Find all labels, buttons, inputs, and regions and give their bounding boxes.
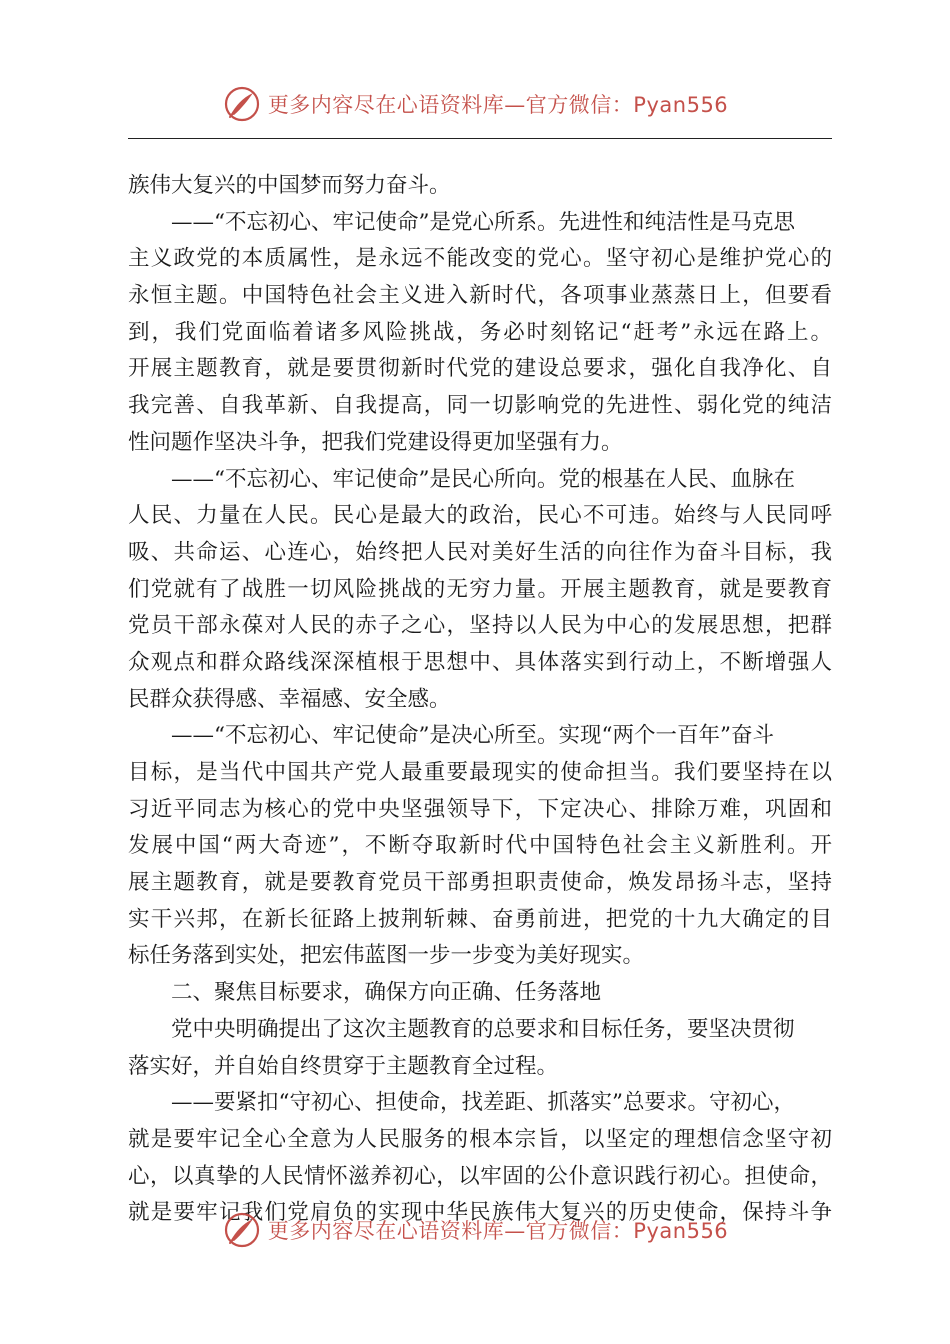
text-line: 目标，是当代中国共产党人最重要最现实的使命担当。我们要坚持在以 <box>128 760 832 785</box>
text-line: ——“不忘初心、牢记使命”是民心所向。党的根基在人民、血脉在 <box>171 466 795 492</box>
text-line: 标任务落到实处，把宏伟蓝图一步一步变为美好现实。 <box>128 943 645 969</box>
footer-banner-text: 更多内容尽在心语资料库—官方微信：Pyan556 <box>267 1219 729 1243</box>
text-line: 党员干部永葆对人民的赤子之心，坚持以人民为中心的发展思想，把群 <box>128 613 832 639</box>
section-heading: 二、聚焦目标要求，确保方向正确、任务落地 <box>171 980 602 1006</box>
text-line: ——“不忘初心、牢记使命”是决心所至。实现“两个一百年”奋斗 <box>171 723 774 749</box>
text-line: 发展中国“两大奇迹”，不断夺取新时代中国特色社会主义新胜利。开 <box>128 833 832 859</box>
pen-emblem-logo-icon <box>222 84 262 124</box>
text-line: 就是要牢记我们党肩负的实现中华民族伟大复兴的历史使命，保持斗争 <box>128 1200 832 1226</box>
text-line: 族伟大复兴的中国梦而努力奋斗。 <box>128 173 451 198</box>
text-line: 展主题教育，就是要教育党员干部勇担职责使命，焕发昂扬斗志，坚持 <box>128 870 832 896</box>
text-line: ——“不忘初心、牢记使命”是党心所系。先进性和纯洁性是马克思 <box>171 209 795 235</box>
pen-emblem-logo-icon <box>222 1210 262 1250</box>
text-line: 众观点和群众路线深深植根于思想中、具体落实到行动上，不断增强人 <box>128 649 832 675</box>
text-line: 永恒主题。中国特色社会主义进入新时代，各项事业蒸蒸日上，但要看 <box>128 283 832 309</box>
text-line: 吸、共命运、心连心，始终把人民对美好生活的向往作为奋斗目标，我 <box>128 539 832 565</box>
text-line: 开展主题教育，就是要贯彻新时代党的建设总要求，强化自我净化、自 <box>128 356 832 382</box>
header-banner-text: 更多内容尽在心语资料库—官方微信：Pyan556 <box>267 93 729 117</box>
text-line: 习近平同志为核心的党中央坚强领导下，下定决心、排除万难，巩固和 <box>128 796 832 822</box>
document-body <box>128 168 832 1232</box>
header-banner <box>0 82 950 126</box>
text-line: 我完善、自我革新、自我提高，同一切影响党的先进性、弱化党的纯洁 <box>128 393 832 419</box>
text-line: 们党就有了战胜一切风险挑战的无穷力量。开展主题教育，就是要教育 <box>128 576 832 602</box>
footer-banner <box>0 1208 950 1252</box>
text-line: 党中央明确提出了这次主题教育的总要求和目标任务，要坚决贯彻 <box>171 1016 795 1042</box>
text-line: 到，我们党面临着诸多风险挑战，务必时刻铭记“赶考”永远在路上。 <box>128 319 832 345</box>
text-line: 实干兴邦，在新长征路上披荆斩棘、奋勇前进，把党的十九大确定的目 <box>128 906 832 932</box>
text-line: 人民、力量在人民。民心是最大的政治，民心不可违。始终与人民同呼 <box>128 503 832 529</box>
text-line: ——要紧扣“守初心、担使命，找差距、抓落实”总要求。守初心， <box>171 1090 795 1116</box>
text-line: 就是要牢记全心全意为人民服务的根本宗旨，以坚定的理想信念坚守初 <box>128 1126 832 1152</box>
text-line: 主义政党的本质属性，是永远不能改变的党心。坚守初心是维护党心的 <box>128 246 832 272</box>
text-line: 性问题作坚决斗争，把我们党建设得更加坚强有力。 <box>128 429 623 455</box>
header-divider <box>128 138 832 139</box>
text-line: 民群众获得感、幸福感、安全感。 <box>128 686 451 712</box>
text-line: 心，以真挚的人民情怀滋养初心，以牢固的公仆意识践行初心。担使命， <box>128 1163 832 1189</box>
text-line: 落实好，并自始自终贯穿于主题教育全过程。 <box>128 1053 559 1079</box>
